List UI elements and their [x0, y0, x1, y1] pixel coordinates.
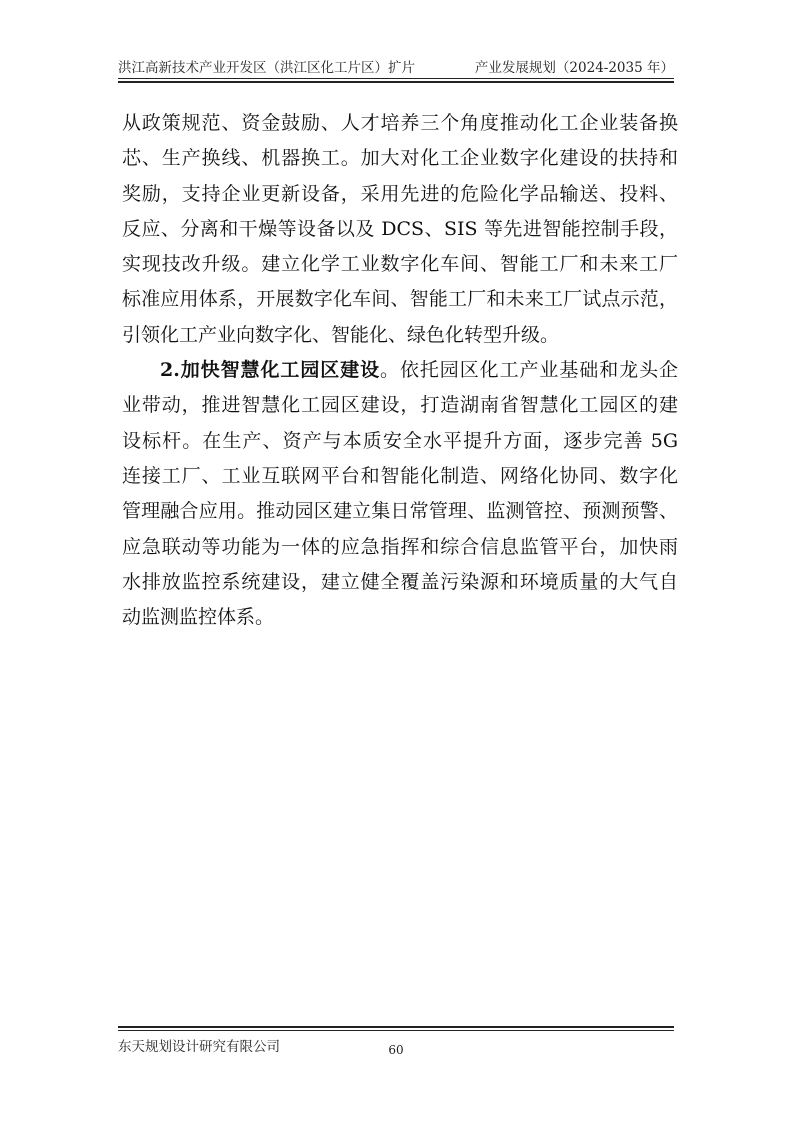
paragraph-line: 从政策规范、资金鼓励、人才培养三个角度推动化工企业装备换 — [122, 112, 678, 134]
paragraph-line: 反应、分离和干燥等设备以及 DCS、SIS 等先进智能控制手段， — [122, 217, 678, 240]
paragraph-line: 连接工厂、工业互联网平台和智能化制造、网络化协同、数字化 — [122, 464, 678, 487]
paragraph-line: 业带动，推进智慧化工园区建设，打造湖南省智慧化工园区的建 — [122, 394, 678, 417]
paragraph-line: 标准应用体系，开展数字化车间、智能工厂和未来工厂试点示范， — [122, 288, 678, 311]
page-header — [118, 52, 674, 82]
header-rule-thick — [118, 81, 674, 83]
section-heading: 2.加快智慧化工园区建设 — [160, 359, 381, 382]
paragraph-line: 水排放监控系统建设，建立健全覆盖污染源和环境质量的大气自 — [122, 570, 678, 593]
paragraph-first-line — [122, 353, 678, 388]
header-document-title: 洪江高新技术产业开发区（洪江区化工片区）扩片 — [118, 60, 415, 76]
page-number: 60 — [388, 1043, 404, 1057]
paragraph-line: 动监测监控体系。 — [122, 606, 275, 629]
paragraph-line: 引领化工产业向数字化、智能化、绿色化转型升级。 — [122, 323, 560, 346]
paragraph-2 — [122, 353, 678, 635]
paragraph-first-line-text: 。依托园区化工产业基础和龙头企 — [380, 359, 678, 382]
header-section-title: 产业发展规划（2024-2035 年） — [474, 60, 674, 76]
paragraph-line: 应急联动等功能为一体的应急指挥和综合信息监管平台，加快雨 — [122, 535, 678, 558]
footer-company-name: 东天规划设计研究有限公司 — [118, 1039, 280, 1055]
paragraph-1 — [122, 106, 678, 353]
header-rule — [118, 78, 674, 79]
footer-rule-thick — [118, 1026, 674, 1028]
paragraph-line: 设标杆。在生产、资产与本质安全水平提升方面，逐步完善 5G — [122, 429, 678, 452]
paragraph-line: 奖励，支持企业更新设备，采用先进的危险化学品输送、投料、 — [122, 182, 678, 205]
paragraph-line: 芯、生产换线、机器换工。加大对化工企业数字化建设的扶持和 — [122, 147, 678, 170]
paragraph-line: 管理融合应用。推动园区建立集日常管理、监测管控、预测预警、 — [122, 500, 678, 523]
paragraph-line: 实现技改升级。建立化学工业数字化车间、智能工厂和未来工厂 — [122, 253, 678, 276]
body-text — [122, 106, 678, 635]
page-footer — [118, 1026, 674, 1066]
footer-rule — [118, 1030, 674, 1031]
